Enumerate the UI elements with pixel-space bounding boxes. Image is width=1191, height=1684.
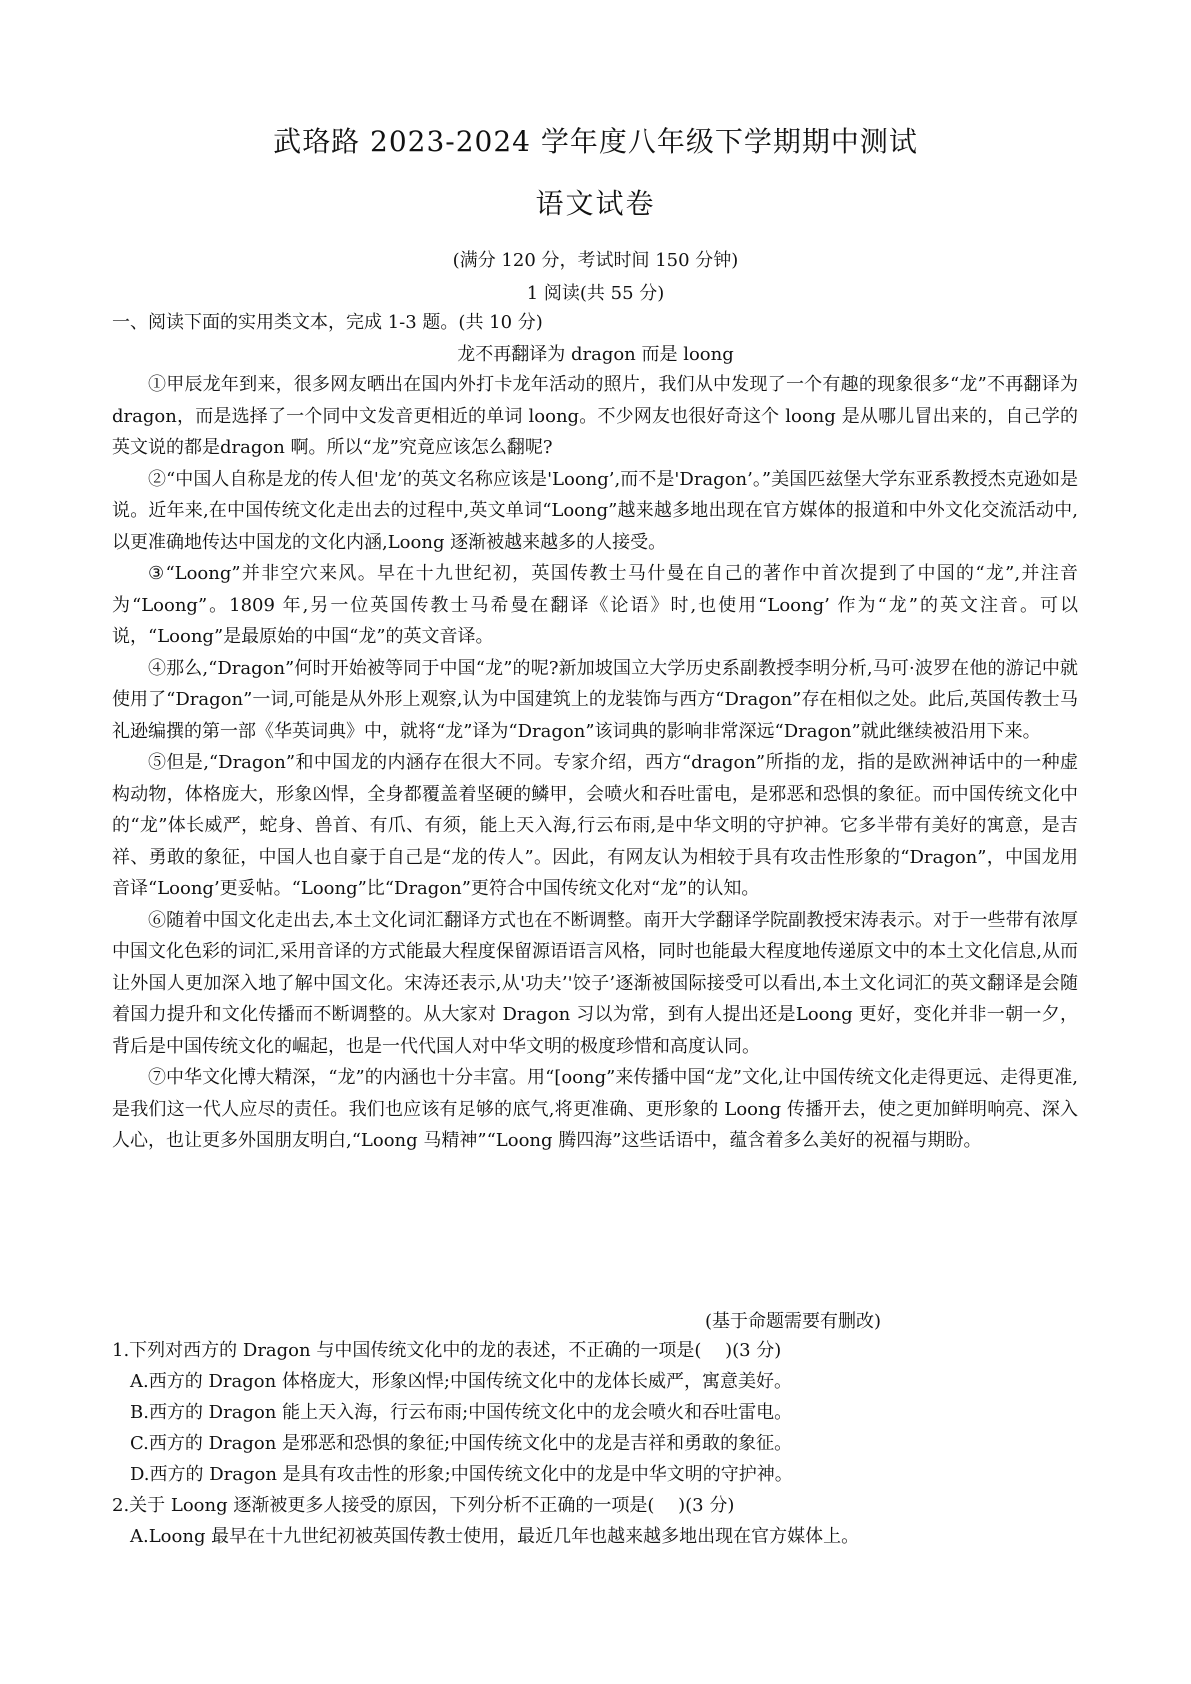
section-heading: 一、阅读下面的实用类文本，完成 1-3 题。(共 10 分) [112, 312, 543, 333]
part-heading: 1 阅读(共 55 分) [526, 283, 665, 304]
paragraph-2: ②“中国人自称是龙的传人但'龙’的英文名称应该是'Loong’,而不是'Dragon’。”美国匹兹堡大学东亚系教授杰克逊如是说。近年来,在中国传统文化走出去的过程中,英文单词“Loong”越来越多地出现在官方媒体的报道和中外文化交流活动中,以更准确地传达中国龙的文化内涵,Loong 逐渐被越来越多的人接受。 [112, 468, 1078, 553]
paragraph-7: ⑦中华文化博大精深，“龙”的内涵也十分丰富。用“[oong”来传播中国“龙”文化,让中国传统文化走得更远、走得更准,是我们这一代人应尽的责任。我们也应该有足够的底气,将更准确、更形象的 Loong 传播开去，使之更加鲜明响亮、深入人心，也让更多外国朋友明白,“Loong 马精神”“Loong 腾四海”这些话语中，蕴含着多么美好的祝福与期盼。 [112, 1067, 1078, 1151]
exam-title: 武珞路 2023-2024 学年度八年级下学期期中测试 [273, 125, 918, 158]
exam-subtitle: 语文试卷 [535, 187, 656, 220]
score-time-note: (满分 120 分，考试时间 150 分钟) [452, 250, 739, 271]
paragraph-4: ④那么,“Dragon”何时开始被等同于中国“龙”的呢?新加坡国立大学历史系副教授李明分析,马可·波罗在他的游记中就使用了“Dragon”一词,可能是从外形上观察,认为中国建筑上的龙装饰与西方“Dragon”存在相似之处。此后,英国传教士马礼逊编撰的第一部《华英词典》中，就将“龙”译为“Dragon”该词典的影响非常深远“Dragon”就此继续被沿用下来。 [112, 657, 1078, 742]
question-1-option-d: D.西方的 Dragon 是具有攻击性的形象;中国传统文化中的龙是中华文明的守护神。 [130, 1464, 793, 1485]
source-note: (基于命题需要有删改) [704, 1311, 881, 1332]
question-1-option-c: C.西方的 Dragon 是邪恶和恐惧的象征;中国传统文化中的龙是吉祥和勇敢的象征。 [130, 1433, 793, 1454]
question-list [112, 1335, 1078, 1552]
article-title: 龙不再翻译为 dragon 而是 loong [457, 344, 734, 365]
paragraph-3: ③“Loong”并非空穴来风。早在十九世纪初，英国传教士马什曼在自己的著作中首次提到了中国的“龙”,并注音为“Loong”。1809 年,另一位英国传教士马希曼在翻译《论语》时,也使用“Loong’ 作为“龙”的英文注音。可以说，“Loong”是最原始的中国“龙”的英文音译。 [112, 563, 1078, 647]
paragraph-1: ①甲辰龙年到来，很多网友晒出在国内外打卡龙年活动的照片，我们从中发现了一个有趣的现象很多“龙”不再翻译为 dragon，而是选择了一个同中文发音更相近的单词 loong。不少网友也很好奇这个 loong 是从哪儿冒出来的，自己学的英文说的都是dragon 啊。所以“龙”究竟应该怎么翻呢? [112, 374, 1078, 458]
article-body [112, 369, 1078, 1157]
question-1-option-a: A.西方的 Dragon 体格庞大，形象凶悍;中国传统文化中的龙体长威严，寓意美好。 [130, 1371, 792, 1392]
paragraph-5: ⑤但是,“Dragon”和中国龙的内涵存在很大不同。专家介绍，西方“dragon”所指的龙，指的是欧洲神话中的一种虚构动物，体格庞大，形象凶悍，全身都覆盖着坚硬的鳞甲，会喷火和吞吐雷电，是邪恶和恐惧的象征。而中国传统文化中的“龙”体长威严，蛇身、兽首、有爪、有须，能上天入海,行云布雨,是中华文明的守护神。它多半带有美好的寓意，是吉祥、勇敢的象征，中国人也自豪于自己是“龙的传人”。因此，有网友认为相较于具有攻击性形象的“Dragon”，中国龙用音译“Loong’更妥帖。“Loong”比“Dragon”更符合中国传统文化对“龙”的认知。 [112, 752, 1078, 899]
question-1-stem: 1.下列对西方的 Dragon 与中国传统文化中的龙的表述，不正确的一项是( )(3 分) [112, 1340, 782, 1361]
question-2-stem: 2.关于 Loong 逐渐被更多人接受的原因，下列分析不正确的一项是( )(3 分) [112, 1495, 735, 1516]
paragraph-6: ⑥随着中国文化走出去,本土文化词汇翻译方式也在不断调整。南开大学翻译学院副教授宋涛表示。对于一些带有浓厚中国文化色彩的词汇,采用音译的方式能最大程度保留源语语言风格，同时也能最大程度地传递原文中的本土文化信息,从而让外国人更加深入地了解中国文化。宋涛还表示,从'功夫’'饺子’逐渐被国际接受可以看出,本土文化词汇的英文翻译是会随着国力提升和文化传播而不断调整的。从大家对 Dragon 习以为常，到有人提出还是Loong 更好，变化并非一朝一夕，背后是中国传统文化的崛起，也是一代代国人对中华文明的极度珍惜和高度认同。 [112, 909, 1078, 1057]
question-1-option-b: B.西方的 Dragon 能上天入海，行云布雨;中国传统文化中的龙会喷火和吞吐雷电。 [130, 1402, 793, 1423]
question-2-option-a: A.Loong 最早在十九世纪初被英国传教士使用，最近几年也越来越多地出现在官方媒体上。 [130, 1526, 860, 1547]
